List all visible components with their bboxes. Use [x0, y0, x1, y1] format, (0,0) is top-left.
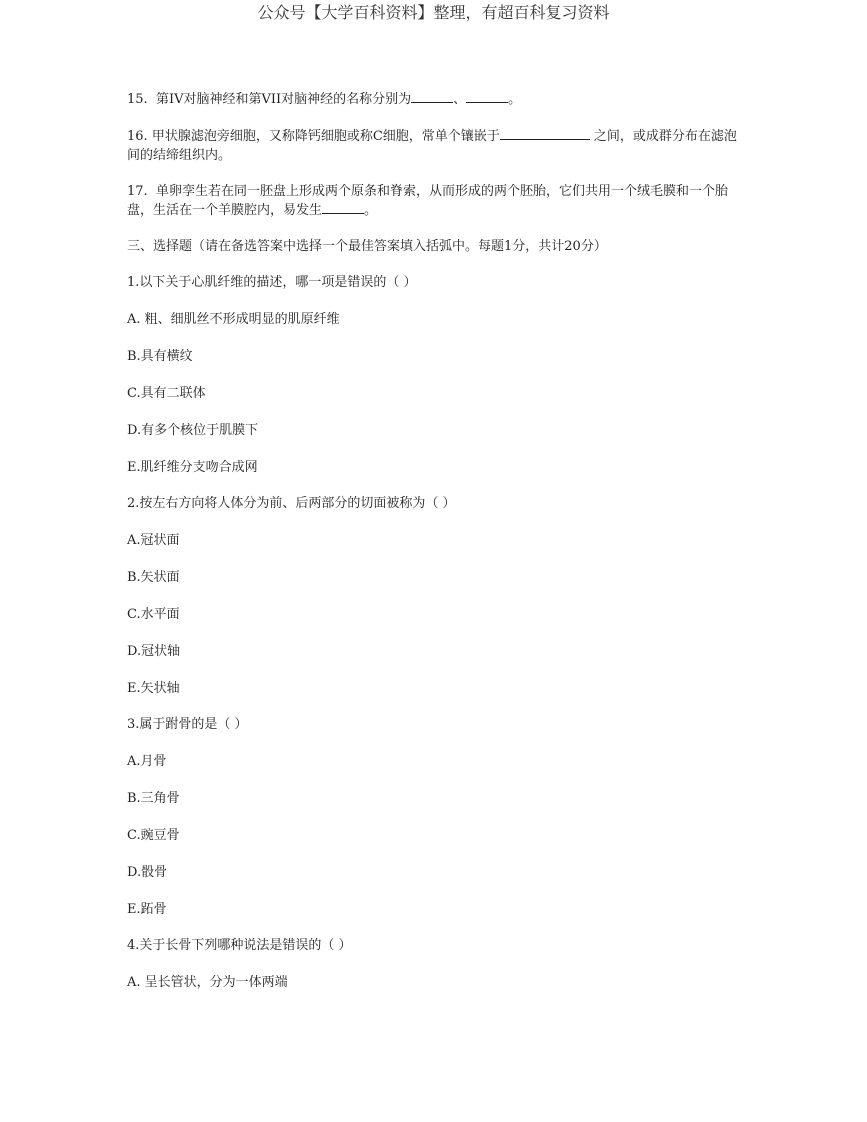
question-end: 。: [364, 203, 378, 218]
choice-option: D.冠状轴: [127, 644, 181, 659]
choice-option: E.矢状轴: [127, 681, 180, 696]
question-text-tail: 之间，或成群分布在滤泡间的结缔组织内。: [127, 129, 737, 163]
choice-option: B.具有横纹: [127, 349, 193, 364]
choice-option: E.肌纤维分支吻合成网: [127, 460, 258, 475]
fill-question-15: [127, 90, 747, 109]
choice-option: A.月骨: [127, 754, 167, 769]
page-header: 公众号【大学百科资料】整理，有超百科复习资料: [257, 3, 610, 22]
question-number: 16.: [127, 129, 148, 144]
choice-question-stem: 1.以下关于心肌纤维的描述，哪一项是错误的（ ）: [127, 275, 417, 290]
choice-option: A.冠状面: [127, 533, 180, 548]
question-text: 第IV对脑神经和第VII对脑神经的名称分别为: [155, 92, 412, 107]
question-text: 单卵孪生若在同一胚盘上形成两个原条和脊索，从而形成的两个胚胎，它们共用一个绒毛膜和一个胎盘，生活在一个羊膜腔内，易发生: [127, 184, 728, 218]
choice-option: B.三角骨: [127, 791, 180, 806]
choice-option: B.矢状面: [127, 570, 180, 585]
choice-option: D.有多个核位于肌膜下: [127, 423, 259, 438]
choice-question-stem: 4.关于长骨下列哪种说法是错误的（ ）: [127, 938, 352, 953]
choice-option: A. 呈长管状，分为一体两端: [127, 975, 288, 990]
document-body: [127, 90, 747, 992]
choice-question-stem: 2.按左右方向将人体分为前、后两部分的切面被称为（ ）: [127, 496, 456, 511]
choice-option: D.骰骨: [127, 865, 168, 880]
fill-question-17: [127, 182, 747, 220]
answer-blank[interactable]: [466, 90, 508, 103]
section-title: 三、选择题（请在备选答案中选择一个最佳答案填入括弧中。每题1分，共计20分）: [127, 239, 607, 254]
question-number: 17.: [127, 184, 148, 199]
answer-blank[interactable]: [411, 90, 453, 103]
choice-question-stem: 3.属于跗骨的是（ ）: [127, 717, 248, 732]
question-text: 甲状腺滤泡旁细胞，又称降钙细胞或称C细胞，常单个镶嵌于: [151, 129, 500, 144]
choice-option: E.跖骨: [127, 902, 167, 917]
choice-option: C.豌豆骨: [127, 828, 180, 843]
choice-option: C.具有二联体: [127, 386, 206, 401]
question-number: 15.: [127, 92, 148, 107]
separator: 、: [453, 92, 467, 107]
answer-blank[interactable]: [322, 201, 364, 214]
question-end: 。: [508, 92, 522, 107]
fill-question-16: [127, 127, 747, 165]
answer-blank[interactable]: [500, 127, 590, 140]
choice-option: C.水平面: [127, 607, 180, 622]
choice-option: A. 粗、细肌丝不形成明显的肌原纤维: [127, 312, 340, 327]
